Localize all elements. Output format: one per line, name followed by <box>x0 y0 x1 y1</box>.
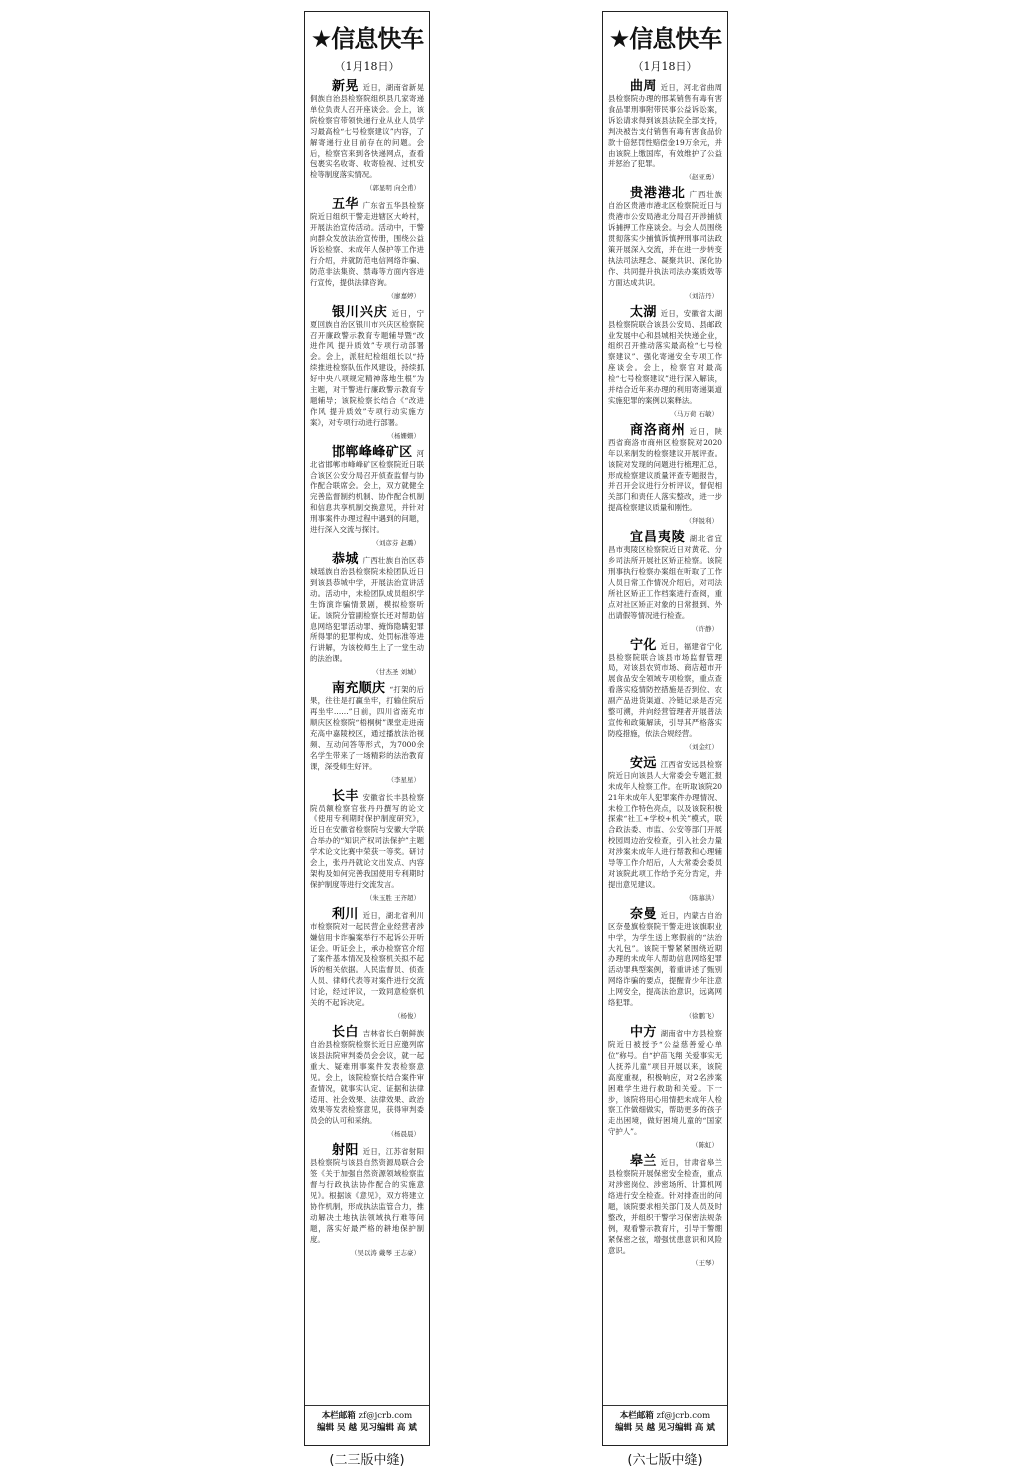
news-item <box>310 446 424 547</box>
column-footer <box>603 1405 727 1445</box>
news-item-headline: 宁化 <box>630 637 657 653</box>
news-item-headline: 新晃 <box>332 79 359 94</box>
news-item <box>310 908 424 1020</box>
news-item-body: 近日，陕西省商洛市商州区检察院对2020年以来制发的检察建议开展评查。该院对发现的问题进行梳理汇总，形成检察建议质量评查专题报告，并召开会议进行分析评议，督促相关部门和责任人落实整改，进一步提高检察建议质量和刚性。 <box>608 426 722 513</box>
news-item-byline: （杨姗姗） <box>387 431 420 440</box>
news-item-headline: 中方 <box>630 1025 657 1040</box>
news-item-body: 广西壮族自治区贵港市港北区检察院近日与贵港市公安局港北分局召开涉捕侦诉捕押工作座谈会。与会人员围绕贯彻落实少捕慎诉慎押刑事司法政策开展深入交流，并在进一步转变执法司法理念、凝聚共识、深化协作、共同提升执法司法办案质效等方面达成共识。 <box>608 190 722 287</box>
news-item-headline: 奈曼 <box>630 906 657 922</box>
news-item-body: 广西壮族自治区恭城瑶族自治县检察院未检团队近日到该县恭城中学，开展法治宣讲活动。活动中，未检团队成员组织学生饰演诈骗情景剧，模拟检察听证。该院分管副检察长还对帮助信息网络犯罪活动罪、掩饰隐瞒犯罪所得罪的犯罪构成、处罚标准等进行讲解，为该校师生上了一堂生动的法治课。 <box>310 556 424 664</box>
news-item-byline: （杨俊） <box>394 1012 420 1020</box>
news-item <box>608 187 722 299</box>
news-item <box>608 80 722 181</box>
news-item <box>310 682 424 783</box>
column-footer <box>305 1405 429 1445</box>
mailbox-label: 本栏邮箱 <box>619 1411 654 1421</box>
news-item-text <box>310 790 424 891</box>
news-item-byline: （王琴） <box>692 1259 718 1268</box>
news-item-byline: （赵亚勇） <box>685 173 718 182</box>
news-item-byline: （许静） <box>692 624 718 633</box>
news-item-byline: （李星星） <box>387 775 420 784</box>
column-title: ★信息快车 <box>310 25 424 53</box>
news-item-headline: 长丰 <box>332 788 359 804</box>
column-caption: (六七版中缝) <box>627 1453 703 1468</box>
news-item-byline: （甘杰圣 刘城） <box>372 668 420 677</box>
news-item-headline: 曲周 <box>630 79 657 94</box>
news-item-headline: 长白 <box>332 1025 359 1040</box>
news-item-byline: （廖嘉婷） <box>387 291 420 300</box>
news-item <box>310 80 424 192</box>
news-item <box>310 790 424 902</box>
news-item-byline: （刘彦芬 赵璐） <box>372 539 420 547</box>
news-item-byline: （马万荷 石敏） <box>670 409 718 418</box>
news-item <box>310 1026 424 1138</box>
news-item-byline: （刘洁丹） <box>685 291 718 300</box>
news-item-byline: （杨晨晨） <box>387 1130 420 1139</box>
news-item-list <box>608 80 722 1267</box>
news-item-text <box>310 198 424 288</box>
news-item-text <box>310 446 424 536</box>
news-item-body: 近日，甘肃省皋兰县检察院开展保密安全检查，重点对涉密岗位、涉密场所、计算机网络进行安全检查。针对排查出的问题，该院要求相关部门及人员及时整改，并组织干警学习保密法规条例，观看警示教育片，引导干警绷紧保密之弦，增强忧患意识和风险意识。 <box>608 1158 722 1255</box>
news-item <box>310 553 424 676</box>
news-item-body: 湖南省中方县检察院近日被授予“公益慈善爱心单位”称号。自“护苗飞翔 关爱事实无人抚养儿童”项目开展以来，该院高度重视，积极响应，对2名涉案困难学生进行救助和关爱。下一步，该院将用心用情把未成年人检察工作做细做实，帮助更多的孩子走出困境，做好困境儿童的“国家守护人”。 <box>608 1029 722 1137</box>
news-item <box>608 531 722 632</box>
news-item-headline: 贵港港北 <box>630 186 686 202</box>
news-item-body: 广东省五华县检察院近日组织干警走进辖区大岭村，开展法治宣传活动。活动中，干警向群众发放法治宣传册，围绕公益诉讼检察、未成年人保护等工作进行介绍，并就防范电信网络诈骗、防范非法集资、禁毒等方面内容进行宣传，提供法律咨询。 <box>310 201 424 287</box>
news-item <box>608 757 722 902</box>
news-item-body: 近日，内蒙古自治区奈曼旗检察院干警走进该旗职业中学，为学生送上寒假前的“法治大礼包”。该院干警紧紧围绕近期办理的未成年人帮助信息网络犯罪活动罪典型案例，着重讲述了甄别网络诈骗的要点，提醒青少年注意上网安全，提高法治意识，远离网络犯罪。 <box>608 910 722 1008</box>
news-item-text <box>608 306 722 407</box>
news-item-body: 吉林省长白朝鲜族自治县检察院检察长近日应邀列席该县法院审判委员会会议，就一起重大、疑难刑事案件发表检察意见。会上，该院检察长结合案件审查情况，就事实认定、证据和法律适用、社会效果、法律效果、政治效果等发表检察意见，获得审判委员会的认可和采纳。 <box>310 1029 424 1126</box>
column-date: （1月18日） <box>632 60 698 73</box>
news-item-body: 湖北省宜昌市夷陵区检察院近日对黄花、分乡司法所开展社区矫正检察。该院刑事执行检察办案组在听取了工作人员日常工作情况介绍后，对司法所社区矫正工作档案进行查阅，重点对社区矫正对象的日常报到、外出请假等情况进行检查。 <box>608 534 722 620</box>
news-item-headline: 邯郸峰峰矿区 <box>332 444 413 460</box>
news-item <box>608 306 722 418</box>
news-item <box>608 639 722 751</box>
column-caption: (二三版中缝) <box>329 1453 405 1468</box>
news-item-byline: （徐鹏飞） <box>685 1012 718 1020</box>
mailbox-label: 本栏邮箱 <box>321 1411 356 1421</box>
news-item <box>310 198 424 299</box>
news-item-byline: （吴以涛 戴琴 王志豪） <box>350 1248 420 1257</box>
news-column-right <box>602 11 728 1446</box>
news-item-byline: （刘金红） <box>685 742 718 751</box>
news-item-body: 近日，湖北省利川市检察院对一起民营企业经营者涉嫌信用卡诈骗案举行不起诉公开听证会。听证会上，承办检察官介绍了案件基本情况及检察机关拟不起诉的相关依据。人民监督员、侦查人员、律师代表等对案件进行交流讨论，经过评议，一致同意检察机关的不起诉决定。 <box>310 910 424 1008</box>
news-item-headline: 银川兴庆 <box>332 304 388 320</box>
news-item-body: 江西省安远县检察院近日向该县人大常委会专题汇报未成年人检察工作。在听取该院2021年未成年人犯罪案件办理情况、未检工作特色亮点，以及该院积极探索“社工+学校+机关”模式，联合政法委、市监、公安等部门开展校园周边治安检查，引入社会力量对涉案未成年人进行帮教和心理辅导等工作介绍后，人大常委会委员对该院此项工作给予充分肯定，并提出意见建议。 <box>608 759 722 889</box>
news-item-text <box>310 908 424 1009</box>
news-item-body: 近日，宁夏回族自治区银川市兴庆区检察院召开廉政警示教育专题辅导暨“改进作风 提升质效”专项行动部署会。会上，派驻纪检组组长以“持续推进检察队伍作风建设，持续抓好中央八项规定精神落地生根”为主题，对干警进行廉政警示教育专题辅导；该院检察长结合《“改进作风 提升质效”专项行动实施方案》，对专项行动进行部署。 <box>310 308 424 427</box>
news-item-byline: （郭显明 向全甫） <box>365 184 420 193</box>
news-item-text <box>608 908 722 1009</box>
news-item-list <box>310 80 424 1257</box>
news-item-text <box>310 1026 424 1127</box>
news-item-body: “打架的后果，往往是打赢坐牢，打输住院后再坐牢……”日前，四川省南充市顺庆区检察院“梧桐树”课堂走进南充高中嘉陵校区，通过播放法治视频、互动问答等形式，为7000余名学生带来了一场精彩的法治教育课，深受师生好评。 <box>310 685 424 771</box>
news-item-byline: （朱玉胜 王齐超） <box>365 893 420 902</box>
news-item <box>608 908 722 1020</box>
news-item-headline: 南充顺庆 <box>332 681 386 697</box>
news-item-headline: 利川 <box>332 906 359 922</box>
news-item-text <box>310 80 424 181</box>
mailbox-email[interactable]: zf@jcrb.com <box>656 1411 711 1421</box>
news-item-headline: 商洛商州 <box>630 422 686 438</box>
news-item-text <box>608 424 722 514</box>
news-item-body: 近日，福建省宁化县检察院联合该县市场监督管理局，对该县农贸市场、商店超市开展食品安全领域专项检察，重点查看落实疫情防控措施是否到位、农副产品进货渠道、冷链记录是否完整可溯，并向经营管理者开展普法宣传和政策解读，引导其严格落实防疫措施，依法合规经营。 <box>608 641 722 738</box>
news-item-byline: （拜锐利） <box>685 517 718 526</box>
news-item <box>608 1155 722 1267</box>
news-item-text <box>608 531 722 621</box>
news-item <box>608 424 722 525</box>
news-item <box>310 1144 424 1256</box>
news-item-text <box>608 80 722 170</box>
editors-line: 编辑 吴 越 见习编辑 高 斌 <box>615 1423 715 1433</box>
news-item-body: 近日，安徽省太湖县检察院联合该县公安局、县邮政业发展中心和县城相关快递企业，组织召开推动落实最高检“七号检察建议”、强化寄递安全专项工作座谈会。会上，检察官对最高检“七号检察建议”进行深入解读，并结合近年来办理的利用寄递渠道实施犯罪的案例以案释法。 <box>608 308 722 405</box>
news-item-body: 安徽省长丰县检察院员额检察官张丹丹撰写的论文《使用专利期时保护制度研究》，近日在安徽省检察院与安徽大学联合举办的“知识产权司法保护”主题学术论文比赛中荣获一等奖。研讨会上，张丹丹就论文出发点、内容架构及如何完善我国使用专利期时保护制度等进行交流发言。 <box>310 792 424 889</box>
news-item-text <box>310 1144 424 1245</box>
news-item-body: 近日，江苏省射阳县检察院与该县自然资源局联合会签《关于加强自然资源领域检察监督与行政执法协作配合的实施意见》。根据该《意见》，双方将建立协作机制，形成执法监管合力，推动解决土地执法领域执行难等问题，落实好最严格的耕地保护制度。 <box>310 1147 424 1244</box>
editors-line: 编辑 吴 越 见习编辑 高 斌 <box>317 1423 417 1433</box>
news-item-headline: 皋兰 <box>630 1154 657 1170</box>
news-item-byline: （陈慕洪） <box>685 893 718 902</box>
news-item-text <box>310 306 424 429</box>
news-item-text <box>310 682 424 772</box>
news-item-body: 河北省邯郸市峰峰矿区检察院近日联合该区公安分局召开侦查监督与协作配合联席会。会上，双方就健全完善监督制约机制、协作配合机制和信息共享机制交换意见，并针对刑事案件办理过程中遇到的问题，进行深入交流与探讨。 <box>310 448 424 535</box>
news-column-left <box>304 11 430 1446</box>
column-date: （1月18日） <box>334 60 400 73</box>
news-item-text <box>608 1155 722 1256</box>
news-item-headline: 五华 <box>332 197 359 213</box>
news-item-text <box>608 187 722 288</box>
news-item-body: 近日，湖南省新晃侗族自治县检察院组织县几家寄递单位负责人召开座谈会。会上，该院检察官带领快递行业从业人员学习最高检“七号检察建议”内容，了解寄递行业目前存在的问题。会后，检察官来到各快递网点，查看包裹实名收寄、收寄验视、过机安检等制度落实情况。 <box>310 83 424 180</box>
news-item-text <box>608 757 722 891</box>
news-item-text <box>608 1026 722 1138</box>
news-item-headline: 恭城 <box>332 552 359 567</box>
mailbox-email[interactable]: zf@jcrb.com <box>358 1411 413 1421</box>
news-item-body: 近日，河北省曲周县检察院办理的邢某销售有毒有害食品罪刑事附带民事公益诉讼案，诉讼请求得到该县法院全部支持，判决被告支付销售有毒有害食品价款十倍惩罚性赔偿金19万余元，并由该院上缴国库，有效维护了公益并惩治了犯罪。 <box>608 83 722 169</box>
news-item-byline: （陈虹） <box>692 1141 718 1150</box>
news-item <box>310 306 424 440</box>
news-item-text <box>310 553 424 665</box>
column-title: ★信息快车 <box>608 25 722 53</box>
news-item-headline: 安远 <box>630 755 657 771</box>
news-item-text <box>608 639 722 740</box>
news-item <box>608 1026 722 1149</box>
news-item-headline: 宜昌夷陵 <box>630 530 686 546</box>
news-item-headline: 射阳 <box>332 1143 359 1159</box>
news-item-headline: 太湖 <box>630 304 657 320</box>
